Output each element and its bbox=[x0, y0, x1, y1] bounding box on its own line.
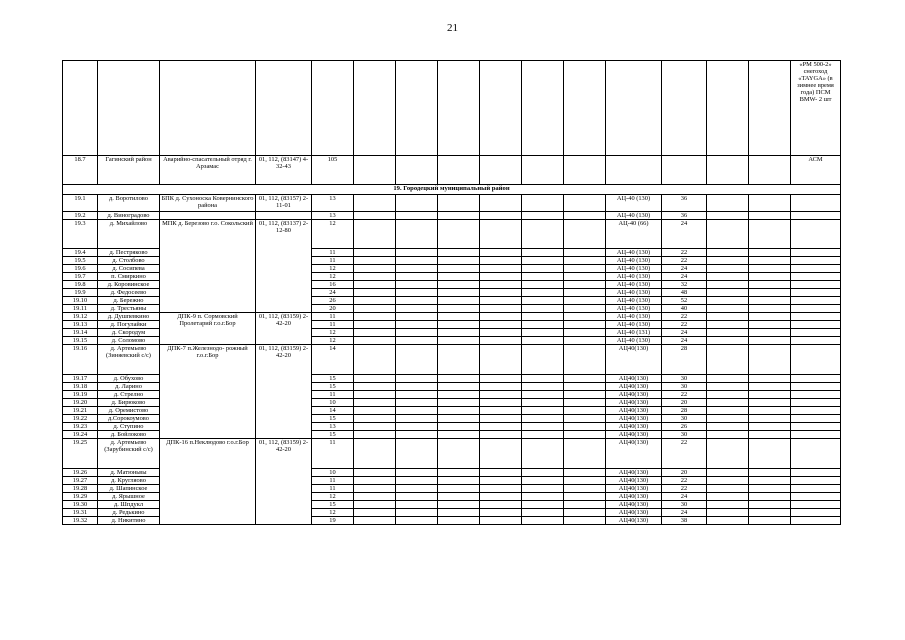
time-cell: 22 bbox=[662, 313, 707, 321]
table-row bbox=[63, 220, 841, 249]
row-number: 19.22 bbox=[63, 415, 98, 423]
time-cell: 48 bbox=[662, 289, 707, 297]
row-number: 19.12 bbox=[63, 313, 98, 321]
section-title: 19. Городецкий муниципальный район bbox=[63, 185, 841, 195]
distance-cell: 13 bbox=[312, 423, 354, 431]
time-cell: 52 bbox=[662, 297, 707, 305]
distance-cell: 19 bbox=[312, 517, 354, 525]
settlement-name: д. Пестряково bbox=[98, 249, 160, 257]
time-cell: 20 bbox=[662, 399, 707, 407]
row-number: 19.11 bbox=[63, 305, 98, 313]
table-row bbox=[63, 212, 841, 220]
time-cell: 22 bbox=[662, 321, 707, 329]
table-row bbox=[63, 345, 841, 375]
distance-cell: 11 bbox=[312, 477, 354, 485]
distance-cell: 11 bbox=[312, 391, 354, 399]
distance-cell: 12 bbox=[312, 265, 354, 273]
distance-cell: 15 bbox=[312, 375, 354, 383]
vehicle-cell: АЦ40(130) bbox=[606, 399, 662, 407]
distance-cell: 12 bbox=[312, 509, 354, 517]
phone-cell: 01, 112, (83159) 2-42-20 bbox=[256, 439, 312, 525]
extra-cell: АСМ bbox=[791, 156, 841, 185]
row-number: 19.14 bbox=[63, 329, 98, 337]
row-number: 19.7 bbox=[63, 273, 98, 281]
time-cell: 24 bbox=[662, 509, 707, 517]
row-number: 19.28 bbox=[63, 485, 98, 493]
vehicle-cell: АЦ40(130) bbox=[606, 415, 662, 423]
vehicle-cell: АЦ-40 (130) bbox=[606, 195, 662, 212]
distance-cell: 12 bbox=[312, 337, 354, 345]
settlement-name: д. Коровинское bbox=[98, 281, 160, 289]
time-cell: 24 bbox=[662, 220, 707, 249]
vehicle-cell: АЦ40(130) bbox=[606, 477, 662, 485]
vehicle-cell: АЦ-40 (130) bbox=[606, 249, 662, 257]
time-cell: 20 bbox=[662, 469, 707, 477]
settlement-name: д. Воротилово bbox=[98, 195, 160, 212]
row-number: 19.9 bbox=[63, 289, 98, 297]
distance-cell: 15 bbox=[312, 501, 354, 509]
distance-cell: 12 bbox=[312, 493, 354, 501]
distance-cell: 11 bbox=[312, 313, 354, 321]
settlement-name: д. Обухово bbox=[98, 375, 160, 383]
settlement-name: д. Трестьяны bbox=[98, 305, 160, 313]
row-number: 18.7 bbox=[63, 156, 98, 185]
time-cell: 36 bbox=[662, 212, 707, 220]
settlement-name: д.Сорокоумово bbox=[98, 415, 160, 423]
distance-cell: 14 bbox=[312, 407, 354, 415]
unit-name bbox=[160, 212, 256, 220]
time-cell: 38 bbox=[662, 517, 707, 525]
settlement-name: д. Ярышное bbox=[98, 493, 160, 501]
settlement-name: д. Столбово bbox=[98, 257, 160, 265]
settlement-name: д. Бойлоково bbox=[98, 431, 160, 439]
vehicle-cell: АЦ-40 (130) bbox=[606, 273, 662, 281]
distance-cell: 15 bbox=[312, 431, 354, 439]
row-number: 19.26 bbox=[63, 469, 98, 477]
time-cell: 30 bbox=[662, 431, 707, 439]
settlement-name: д. Федосеево bbox=[98, 289, 160, 297]
distance-cell: 10 bbox=[312, 399, 354, 407]
settlement-name: д. Соломово bbox=[98, 337, 160, 345]
distance-cell: 11 bbox=[312, 485, 354, 493]
vehicle-cell: АЦ40(130) bbox=[606, 501, 662, 509]
time-cell: 28 bbox=[662, 407, 707, 415]
vehicle-cell: АЦ-40 (130) bbox=[606, 281, 662, 289]
time-cell: 22 bbox=[662, 439, 707, 469]
row-number: 19.18 bbox=[63, 383, 98, 391]
distance-cell: 13 bbox=[312, 195, 354, 212]
time-cell: 40 bbox=[662, 305, 707, 313]
time-cell: 22 bbox=[662, 391, 707, 399]
equipment-cell: «РМ 500-2» снегоход «TAYGA» (в зимнее время года) ПСМ BMW- 2 шт bbox=[791, 61, 841, 156]
unit-name: Аварийно-спасательный отряд г. Арзамас bbox=[160, 156, 256, 185]
vehicle-cell: АЦ40(130) bbox=[606, 509, 662, 517]
vehicle-cell: АЦ40(130) bbox=[606, 431, 662, 439]
vehicle-cell: АЦ40(130) bbox=[606, 375, 662, 383]
row-number: 19.19 bbox=[63, 391, 98, 399]
vehicle-cell: АЦ-40 (131) bbox=[606, 329, 662, 337]
settlement-name: д. Погулайки bbox=[98, 321, 160, 329]
time-cell: 22 bbox=[662, 477, 707, 485]
distance-cell: 15 bbox=[312, 383, 354, 391]
vehicle-cell: АЦ-40 (130) bbox=[606, 297, 662, 305]
time-cell: 24 bbox=[662, 329, 707, 337]
unit-name: ДПК-9 п. Сормовский Пролетарий г.о.г.Бор bbox=[160, 313, 256, 345]
vehicle-cell: АЦ40(130) bbox=[606, 423, 662, 431]
distance-cell: 26 bbox=[312, 297, 354, 305]
distance-cell: 10 bbox=[312, 469, 354, 477]
row-number: 19.4 bbox=[63, 249, 98, 257]
vehicle-cell: АЦ40(130) bbox=[606, 407, 662, 415]
unit-name: ДПК-16 п.Неклюдово г.о.г.Бор bbox=[160, 439, 256, 525]
settlement-name: д. Скородум bbox=[98, 329, 160, 337]
distance-cell: 20 bbox=[312, 305, 354, 313]
vehicle-cell: АЦ40(130) bbox=[606, 493, 662, 501]
distance-cell: 12 bbox=[312, 273, 354, 281]
row-number: 19.32 bbox=[63, 517, 98, 525]
time-cell: 24 bbox=[662, 265, 707, 273]
distance-cell: 12 bbox=[312, 220, 354, 249]
settlement-name: д. Михайлово bbox=[98, 220, 160, 249]
settlement-name: п. Смиркино bbox=[98, 273, 160, 281]
settlement-name: д. Виноградово bbox=[98, 212, 160, 220]
settlement-name: д. Оремистово bbox=[98, 407, 160, 415]
phone-cell: 01, 112, (83157) 2-11-01 bbox=[256, 195, 312, 212]
table-row bbox=[63, 195, 841, 212]
row-number: 19.2 bbox=[63, 212, 98, 220]
section-header-row bbox=[63, 185, 841, 195]
vehicle-cell: АЦ40(130) bbox=[606, 383, 662, 391]
row-number: 19.17 bbox=[63, 375, 98, 383]
phone-cell: 01, 112, (83159) 2-42-20 bbox=[256, 345, 312, 439]
table-row bbox=[63, 313, 841, 321]
vehicle-cell: АЦ40(130) bbox=[606, 391, 662, 399]
time-cell: 22 bbox=[662, 249, 707, 257]
vehicle-cell: АЦ-40 (130) bbox=[606, 289, 662, 297]
settlement-name: д. Ступино bbox=[98, 423, 160, 431]
time-cell: 22 bbox=[662, 485, 707, 493]
time-cell: 22 bbox=[662, 257, 707, 265]
row-number: 19.1 bbox=[63, 195, 98, 212]
settlement-name: д. Шапинское bbox=[98, 485, 160, 493]
distance-cell: 15 bbox=[312, 415, 354, 423]
settlement-name: д. Кругляово bbox=[98, 477, 160, 485]
time-cell: 30 bbox=[662, 501, 707, 509]
row-number: 19.8 bbox=[63, 281, 98, 289]
settlement-name: д. Бережно bbox=[98, 297, 160, 305]
vehicle-cell: АЦ-40 (130) bbox=[606, 257, 662, 265]
unit-name: ДПК-7 п.Железнодо- рожный г.о.г.Бор bbox=[160, 345, 256, 439]
page-number: 21 bbox=[447, 22, 458, 34]
settlement-name: Гагинский район bbox=[98, 156, 160, 185]
table-row-18-7 bbox=[63, 156, 841, 185]
settlement-name: д. Редькино bbox=[98, 509, 160, 517]
vehicle-cell: АЦ-40 (130) bbox=[606, 321, 662, 329]
unit-name: МПК д. Березово г.о. Сокольский bbox=[160, 220, 256, 313]
row-number: 19.16 bbox=[63, 345, 98, 375]
settlement-name: д. Бирюково bbox=[98, 399, 160, 407]
row-number: 19.23 bbox=[63, 423, 98, 431]
settlement-name: д. Никитино bbox=[98, 517, 160, 525]
vehicle-cell: АЦ40(130) bbox=[606, 469, 662, 477]
row-number: 19.13 bbox=[63, 321, 98, 329]
vehicle-cell: АЦ-40 (66) bbox=[606, 220, 662, 249]
distance-cell: 12 bbox=[312, 329, 354, 337]
distance-cell: 16 bbox=[312, 281, 354, 289]
time-cell: 24 bbox=[662, 337, 707, 345]
time-cell: 28 bbox=[662, 345, 707, 375]
distance-cell: 24 bbox=[312, 289, 354, 297]
distance-cell: 14 bbox=[312, 345, 354, 375]
row-number: 19.31 bbox=[63, 509, 98, 517]
table-row bbox=[63, 439, 841, 469]
time-cell: 26 bbox=[662, 423, 707, 431]
distance-cell: 11 bbox=[312, 321, 354, 329]
row-number: 19.21 bbox=[63, 407, 98, 415]
distance-cell: 105 bbox=[312, 156, 354, 185]
time-cell: 32 bbox=[662, 281, 707, 289]
vehicle-cell: АЦ40(130) bbox=[606, 517, 662, 525]
vehicle-cell: АЦ-40 (130) bbox=[606, 265, 662, 273]
settlement-name: д. Артемьево (Зиняевский с/с) bbox=[98, 345, 160, 375]
time-cell: 30 bbox=[662, 415, 707, 423]
row-number: 19.30 bbox=[63, 501, 98, 509]
settlement-name: д. Матюньвы bbox=[98, 469, 160, 477]
row-number: 19.5 bbox=[63, 257, 98, 265]
row-number: 19.29 bbox=[63, 493, 98, 501]
settlement-name: д. Стрелно bbox=[98, 391, 160, 399]
unit-name: БПК д. Сухоноска Ковернинского района bbox=[160, 195, 256, 212]
phone-cell: 01, 112, (83147) 4-32-43 bbox=[256, 156, 312, 185]
vehicle-cell: АЦ40(130) bbox=[606, 345, 662, 375]
row-number: 19.3 bbox=[63, 220, 98, 249]
phone-cell: 01, 112, (83137) 2-12-80 bbox=[256, 220, 312, 313]
distance-cell: 13 bbox=[312, 212, 354, 220]
settlement-name: д. Артемьево (Зарубинский с/с) bbox=[98, 439, 160, 469]
time-cell: 30 bbox=[662, 375, 707, 383]
time-cell: 30 bbox=[662, 383, 707, 391]
time-cell: 36 bbox=[662, 195, 707, 212]
settlement-name: д. Душпевкино bbox=[98, 313, 160, 321]
fire-service-table bbox=[62, 60, 841, 525]
distance-cell: 11 bbox=[312, 257, 354, 265]
table-row-top bbox=[63, 61, 841, 156]
vehicle-cell: АЦ40(130) bbox=[606, 439, 662, 469]
distance-cell: 11 bbox=[312, 249, 354, 257]
vehicle-cell: АЦ-40 (130) bbox=[606, 313, 662, 321]
row-number: 19.20 bbox=[63, 399, 98, 407]
settlement-name: д. Ларино bbox=[98, 383, 160, 391]
distance-cell: 11 bbox=[312, 439, 354, 469]
row-number: 19.10 bbox=[63, 297, 98, 305]
row-number: 19.27 bbox=[63, 477, 98, 485]
phone-cell bbox=[256, 212, 312, 220]
vehicle-cell: АЦ-40 (130) bbox=[606, 305, 662, 313]
time-cell: 24 bbox=[662, 493, 707, 501]
settlement-name: д. Шпдукл bbox=[98, 501, 160, 509]
phone-cell: 01, 112, (83159) 2-42-20 bbox=[256, 313, 312, 345]
time-cell: 24 bbox=[662, 273, 707, 281]
row-number: 19.25 bbox=[63, 439, 98, 469]
vehicle-cell: АЦ40(130) bbox=[606, 485, 662, 493]
row-number: 19.6 bbox=[63, 265, 98, 273]
settlement-name: д. Сосипева bbox=[98, 265, 160, 273]
vehicle-cell: АЦ-40 (130) bbox=[606, 337, 662, 345]
row-number: 19.24 bbox=[63, 431, 98, 439]
vehicle-cell: АЦ-40 (130) bbox=[606, 212, 662, 220]
row-number: 19.15 bbox=[63, 337, 98, 345]
